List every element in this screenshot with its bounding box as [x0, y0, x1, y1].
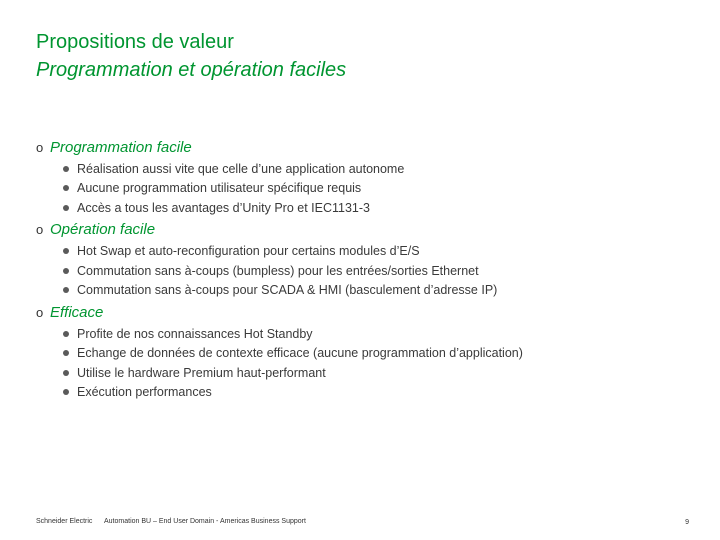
- bullet-item: [63, 261, 696, 281]
- bullet-dot-icon: [63, 287, 69, 293]
- bullet-dot-icon: [63, 350, 69, 356]
- bullet-text: Exécution performances: [77, 385, 212, 400]
- bullet-text: Hot Swap et auto-reconfiguration pour certains modules d’E/S: [77, 244, 420, 259]
- footer-business-unit: Automation BU – End User Domain - Americas Business Support: [104, 518, 306, 525]
- bullet-text: Profite de nos connaissances Hot Standby: [77, 326, 313, 341]
- slide-footer: [36, 518, 689, 530]
- slide-title-main: Propositions de valeur: [36, 31, 234, 53]
- bullet-dot-icon: [63, 370, 69, 376]
- bullet-item: [63, 363, 696, 383]
- bullet-item: [63, 159, 696, 179]
- bullet-dot-icon: [63, 389, 69, 395]
- bullet-dot-icon: [63, 331, 69, 337]
- section-heading-text: Programmation facile: [50, 138, 192, 156]
- section-marker-icon: o: [36, 304, 44, 320]
- slide-content: [36, 135, 696, 402]
- section-marker-icon: o: [36, 222, 44, 237]
- bullet-dot-icon: [63, 205, 69, 211]
- bullet-item: [63, 281, 696, 301]
- bullet-list: [63, 324, 696, 402]
- bullet-item: [63, 198, 696, 218]
- section-heading: [36, 218, 696, 242]
- bullet-text: Commutation sans à-coups pour SCADA & HMI (basculement d’adresse IP): [77, 283, 498, 298]
- bullet-text: Utilise le hardware Premium haut-performant: [77, 365, 326, 380]
- slide-title: [36, 28, 346, 84]
- bullet-item: [63, 324, 696, 344]
- section-operation-facile: [36, 218, 696, 301]
- bullet-text: Réalisation aussi vite que celle d’une application autonome: [77, 161, 405, 176]
- section-efficace: [36, 300, 696, 402]
- bullet-text: Accès a tous les avantages d’Unity Pro et IEC1131-3: [77, 200, 370, 215]
- bullet-dot-icon: [63, 166, 69, 172]
- section-heading-text: Opération facile: [50, 221, 156, 238]
- page-number: 9: [685, 519, 689, 526]
- bullet-text: Echange de données de contexte efficace (aucune programmation d’application): [77, 346, 523, 361]
- bullet-item: [63, 344, 696, 364]
- bullet-dot-icon: [63, 248, 69, 254]
- bullet-item: [63, 179, 696, 199]
- section-programmation-facile: [36, 135, 696, 218]
- section-heading: [36, 300, 696, 324]
- slide-title-subtitle: Programmation et opération faciles: [36, 59, 347, 81]
- bullet-text: Commutation sans à-coups (bumpless) pour les entrées/sorties Ethernet: [77, 263, 479, 278]
- bullet-dot-icon: [63, 185, 69, 191]
- bullet-dot-icon: [63, 268, 69, 274]
- bullet-item: [63, 383, 696, 403]
- section-heading-text: Efficace: [50, 303, 104, 321]
- bullet-item: [63, 242, 696, 262]
- section-marker-icon: o: [36, 139, 44, 155]
- section-heading: [36, 135, 696, 159]
- bullet-list: [63, 242, 696, 301]
- footer-company: Schneider Electric: [36, 518, 93, 525]
- bullet-text: Aucune programmation utilisateur spécifique requis: [77, 181, 362, 196]
- bullet-list: [63, 159, 696, 218]
